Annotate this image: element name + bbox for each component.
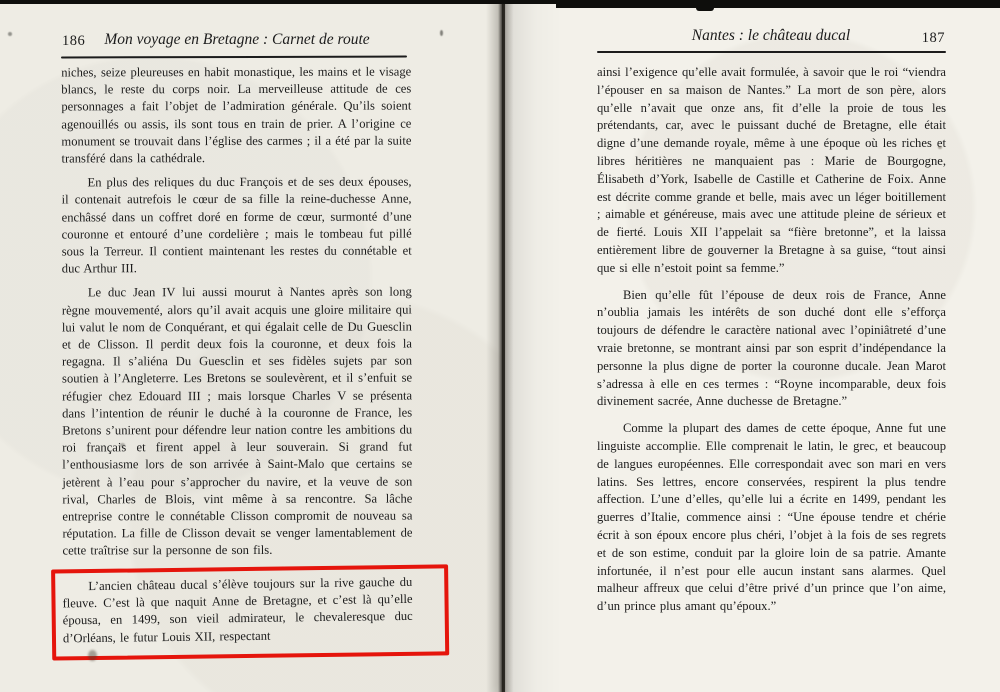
paragraph: Bien qu’elle fût l’épouse de deux rois de France, Anne n’oublia jamais les intérêts de son duché dont elle s’efforça toujours de défendre le caractère national avec l’opiniâtreté d’une vraie bretonne, se montrant ainsi par son esprit d’indépendance la personne la plus digne de porter la couronne ducale. Jean Marot s’adressa à elle en ces termes : “Royne incomparable, deux fois divinement sacrée, Anne duchesse de Bretagne.” xyxy=(597,287,946,409)
red-highlight-box xyxy=(51,564,449,660)
right-running-title: Nantes : le château ducal xyxy=(691,27,851,44)
right-page-number: 187 xyxy=(921,30,945,46)
book-gutter-line xyxy=(502,0,505,692)
paragraph: Comme la plupart des dames de cette époque, Anne fut une linguiste accomplie. Elle comprenait le latin, le grec, et beaucoup de langues européennes. Elle correspondait avec son mari en vers latins. Ses lettres, encore conservées, respirent la plus tendre affection. L’une d’elles, qu’elle lui a écrite en 1499, pendant les guerres d’Italie, commence ainsi : “Une épouse tendre et chérie écrit à son époux encore plus chéri, l’objet à la fois de ses regrets et de son estime, conduit par la gloire loin de sa patrie. Amante infortunée, il n’est pour elle aucun instant sans alarmes. Quel malheur affreux que celui d’être privé d’un prince que l’on aime, d’un prince plus amant qu’époux.” xyxy=(597,421,946,614)
highlighted-paragraph: L’ancien château ducal s’élève toujours sur la rive gauche du fleuve. C’est là que naquit Anne de Bretagne, et c’est là qu’elle épousa, en 1499, son vieil admirateur, le chevaleresque duc d’Orléans, le futur Louis XII, respectant xyxy=(62,574,413,645)
right-text-column xyxy=(597,64,946,625)
paragraph: Le duc Jean IV lui aussi mourut à Nantes après son long règne mouvementé, alors qu’il avait acquis une gloire militaire qui lui valut le nom de Conquérant, et qui égalait celle de Du Guesclin et de Clisson. Il perdit deux fois la couronne, et deux fois la regagna. Il s’aliéna Du Guesclin et ses fidèles sujets par son soutien à l’Angleterre. Les Bretons se soulevèrent, et il s’enfuit se réfugier chez Edouard III ; mais lorsque Charles V se présenta dans l’intention de réunir le duché à la couronne de France, les Bretons s’unirent pour défendre leur nation contre les ambitions du roi français et firent appel à leur souverain. Si grand fut l’enthousiasme lors de son arrivée à Saint-Malo que certains se jetèrent à l’eau pour s’approcher du navire, et la veuve de son rival, Charles de Blois, vint même à sa rencontre. Sa lâche entreprise contre le connétable Clisson compromit de nouveau sa réputation. La fille de Clisson devait se venger lamentablement de cette traîtrise sur la personne de son fils. xyxy=(61,284,413,558)
paragraph: ainsi l’exigence qu’elle avait formulée, à savoir que le roi “viendra l’épouser en sa maison de Nantes.” La mort de son père, alors qu’elle n’avait que onze ans, fit d’elle la proie de tous les prétendants, car, avec le puissant duché de Bretagne, elle était digne d’une demande royale, même à une époque où les riches et libres héritières ne manquaient pas : Marie de Bourgogne, Élisabeth d’York, Isabelle de Castille et Catherine de Foix. Anne est décrite comme grande et belle, mais avec un léger boitillement ; aimable et généreuse, mais avec une attitude pleine de sérieux et de fierté. Louis XII l’appelait sa “fière bretonne”, et la laissa entièrement libre de gouverner la Bretagne à sa guise, “tout ainsi que si elle n’estoit point sa femme.” xyxy=(597,65,946,275)
paragraph: En plus des reliques du duc François et de ses deux épouses, il contenait autrefois le cœur de sa fille la reine-duchesse Anne, enchâssé dans un coffret doré en forme de cœur, surmonté d’une couronne et entouré d’une cordelière ; mais le tombeau fut pillé sous la Terreur. Il contient maintenant les restes du connétable et duc Arthur III. xyxy=(61,174,412,276)
scan-edge-top-right xyxy=(556,0,1000,8)
right-header-rule xyxy=(597,51,946,53)
left-text-column xyxy=(61,64,413,658)
left-running-title: Mon voyage en Bretagne : Carnet de route xyxy=(104,31,370,48)
left-page-number: 186 xyxy=(62,33,86,49)
scan-edge-notch xyxy=(696,0,714,11)
paragraph: niches, seize pleureuses en habit monastique, les mains et le visage blancs, le reste du corps noir. La merveilleuse attitude de ces personnages a fait l’objet de l’admiration générale. Qu’ils soient agenouillés ou assis, ils sont tous en train de prier. A l’origine ce monument se trouvait dans l’église des carmes ; il a été par la suite transféré dans la cathédrale. xyxy=(61,64,412,166)
